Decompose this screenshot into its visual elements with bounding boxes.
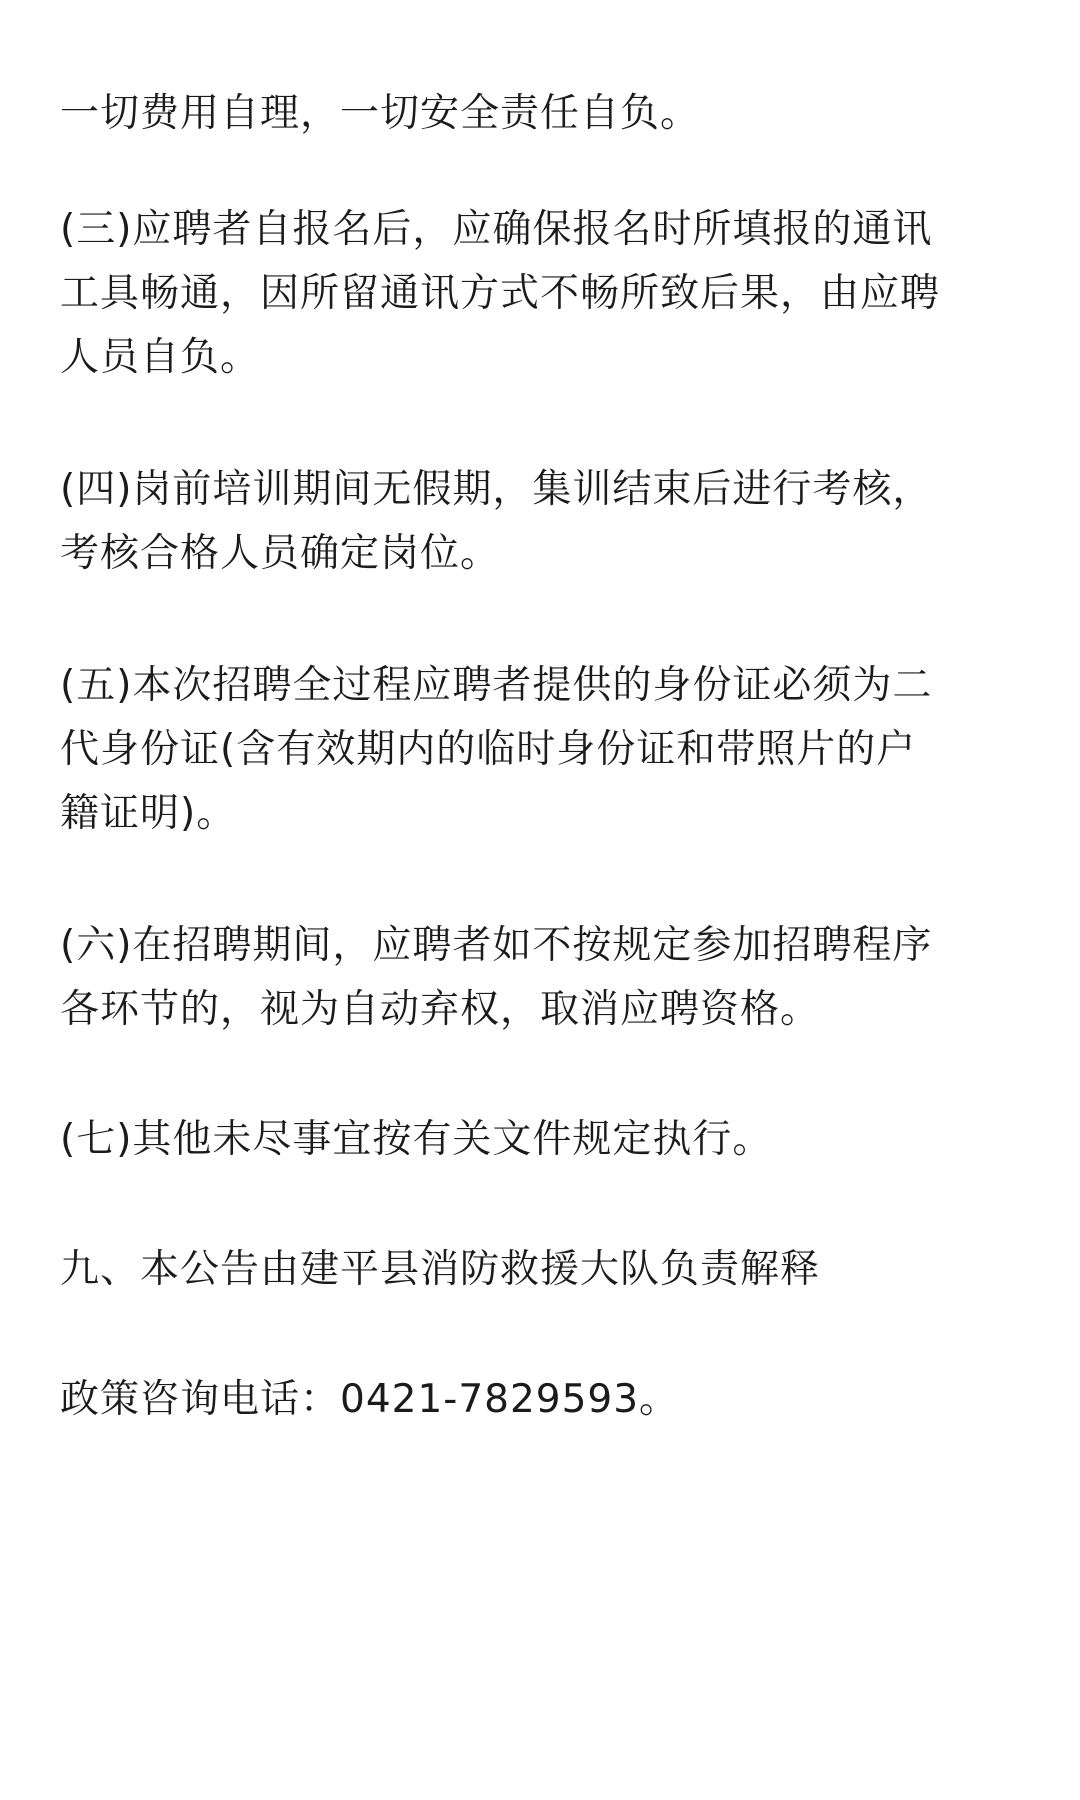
text-line: (六)在招聘期间，应聘者如不按规定参加招聘程序	[60, 923, 933, 968]
text-line: 人员自负。	[60, 335, 261, 380]
paragraph-item-6	[60, 914, 1040, 1042]
paragraph-item-5	[60, 654, 1040, 846]
text-line: 各环节的，视为自动弃权，取消应聘资格。	[60, 987, 821, 1032]
paragraph-contact-phone	[60, 1368, 1040, 1432]
paragraph-item-3	[60, 198, 1040, 390]
text-line: 考核合格人员确定岗位。	[60, 531, 501, 576]
text-line: (五)本次招聘全过程应聘者提供的身份证必须为二	[60, 663, 933, 708]
text-line: (七)其他未尽事宜按有关文件规定执行。	[60, 1117, 773, 1162]
text-line: (三)应聘者自报名后，应确保报名时所填报的通讯	[60, 207, 933, 252]
paragraph-item-4	[60, 458, 1040, 586]
text-line: (四)岗前培训期间无假期，集训结束后进行考核，	[60, 467, 933, 512]
text-line: 九、本公告由建平县消防救援大队负责解释	[60, 1247, 821, 1292]
text-line: 一切费用自理，一切安全责任自负。	[60, 91, 701, 136]
text-line: 籍证明)。	[60, 791, 237, 836]
text-line: 政策咨询电话：0421-7829593。	[60, 1377, 680, 1422]
text-line: 代身份证(含有效期内的临时身份证和带照片的户	[60, 727, 917, 772]
text-line: 工具畅通，因所留通讯方式不畅所致后果，由应聘	[60, 271, 941, 316]
paragraph-expenses	[60, 82, 1040, 146]
paragraph-section-9	[60, 1238, 1040, 1302]
paragraph-item-7	[60, 1108, 1040, 1172]
